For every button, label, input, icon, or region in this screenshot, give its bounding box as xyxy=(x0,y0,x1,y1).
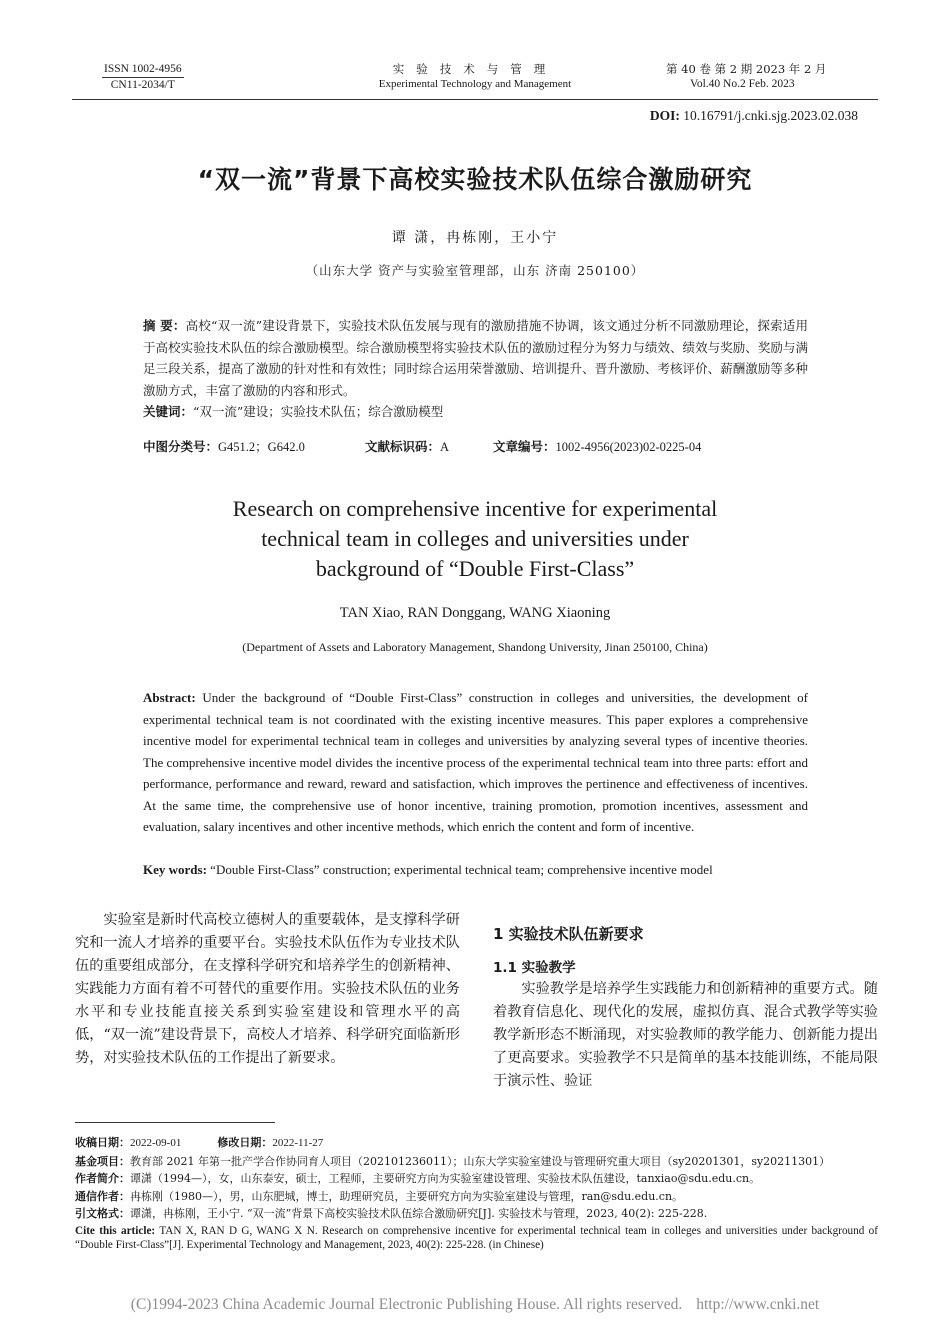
keywords-cn-text: “双一流”建设；实验技术队伍；综合激励模型 xyxy=(193,404,444,419)
doi xyxy=(650,108,858,124)
title-en xyxy=(0,494,950,584)
fund-label: 基金项目： xyxy=(75,1154,130,1168)
volume-cn: 第 40 卷 第 2 期 2023 年 2 月 xyxy=(666,62,827,76)
title-en-line: technical team in colleges and universities under xyxy=(261,526,689,551)
keywords-en xyxy=(143,859,808,881)
abstract-cn-text: 高校“双一流”建设背景下，实验技术队伍发展与现有的激励措施不协调，该文通过分析不同激励理论，探索适用于高校实验技术队伍的综合激励模型。综合激励模型将实验技术队伍的激励过程分为努力与绩效、绩效与奖励、奖励与满足三段关系，提高了激励的针对性和有效性；同时综合运用荣誉激励、培训提升、晋升激励、考核评价、薪酬激励等多种激励方式，丰富了激励的内容和形式。 xyxy=(143,318,808,398)
cite-cn-label: 引文格式： xyxy=(75,1207,130,1220)
abstract-cn xyxy=(143,315,808,401)
article-no-label: 文章编号： xyxy=(493,439,556,454)
footnote-cite-cn xyxy=(75,1205,878,1223)
watermark-copyright: (C)1994-2023 China Academic Journal Electronic Publishing House. All rights reserved. xyxy=(130,1296,683,1313)
abstract-en-label: Abstract: xyxy=(143,690,196,705)
doi-value[interactable]: 10.16791/j.cnki.sjg.2023.02.038 xyxy=(683,108,858,123)
cite-en-text: TAN X, RAN D G, WANG X N. Research on comprehensive incentive for experimental technical team in colleges and universities under background of “Double First-Class”[J]. Experimental Technology and Management, 2023, 40(2): 225-228. (in Chinese) xyxy=(75,1224,878,1251)
corresponding-text: 冉栋刚（1980—），男，山东肥城，博士，助理研究员，主要研究方向为实验室建设与管理，ran@sdu.edu.cn。 xyxy=(130,1189,684,1203)
doi-label: DOI: xyxy=(649,108,680,123)
authors-cn: 谭 潇，冉栋刚，王小宁 xyxy=(391,230,559,246)
keywords-en-text: “Double First-Class” construction; experimental technical team; comprehensive incentive model xyxy=(210,862,713,877)
received-label: 收稿日期： xyxy=(75,1136,130,1149)
abstract-en-text: Under the background of “Double First-Class” construction in colleges and universities, the development of experimental technical team is not coordinated with the existing incentive measures. This paper explores a comprehensive incentive model for experimental technical team in colleges and universities by analyzing several types of incentive theories. The comprehensive incentive model divides the incentive process of the experimental technical team into three parts: effort and performance, performance and reward, reward and satisfaction, which improves the pertinence and effectiveness of incentives. At the same time, the comprehensive use of honor incentive, training promotion, promotion incentives, assessment and evaluation, salary incentives and other incentive methods, which enrich the content and form of incentive. xyxy=(143,690,809,834)
body-paragraph-1-1: 实验教学是培养学生实践能力和创新精神的重要方式。随着教育信息化、现代化的发展，虚拟仿真、混合式教学等实验教学新形态不断涌现，对实验教师的教学能力、创新能力提出了更高要求。实验教学不只是简单的基本技能训练，不能局限于演示性、验证 xyxy=(493,981,878,1089)
article-no-group xyxy=(493,436,701,459)
article-no-value: 1002-4956(2023)02-0225-04 xyxy=(555,440,702,454)
footnote-cite-en xyxy=(75,1224,878,1252)
journal-name-cn: 实验技术与管理 xyxy=(392,62,558,76)
copyright-watermark xyxy=(0,1296,950,1314)
title-cn: “双一流”背景下高校实验技术队伍综合激励研究 xyxy=(197,165,753,194)
clc-label: 中图分类号： xyxy=(143,439,219,454)
subsection-heading-1-1: 1.1 实验教学 xyxy=(493,960,576,976)
volume-info xyxy=(666,62,826,92)
doc-code-group xyxy=(365,436,493,459)
body-intro-paragraph: 实验室是新时代高校立德树人的重要载体，是支撑科学研究和一流人才培养的重要平台。实验技术队伍作为专业技术队伍的重要组成部分，在支撑科学研究和培养学生的创新精神、实践能力方面有着不可替代的重要作用。实验技术队伍的业务水平和专业技能直接关系到实验室建设和管理水平的高低，“双一流”建设背景下，高校人才培养、科学研究面临新形势，对实验技术队伍的工作提出了新要求。 xyxy=(75,912,460,1066)
journal-name-en: Experimental Technology and Management xyxy=(378,78,572,90)
footnote-corresponding xyxy=(75,1188,878,1206)
author-text: 谭潇（1994—），女，山东泰安，硕士，工程师，主要研究方向为实验室建设管理、实验技术队伍建设，tanxiao@sdu.edu.cn。 xyxy=(130,1172,761,1185)
fund-text: 教育部 2021 年第一批产学合作协同育人项目（202101236011）；山东大学实验室建设与管理研究重大项目（sy20201301，sy20211301） xyxy=(130,1154,831,1168)
footnotes xyxy=(75,1134,878,1252)
abstract-cn-label: 摘 要： xyxy=(143,318,186,333)
clc-group xyxy=(143,436,365,459)
abstract-en xyxy=(143,687,808,838)
corresponding-label: 通信作者： xyxy=(75,1189,130,1203)
section-heading-1: 1 实验技术队伍新要求 xyxy=(493,925,644,943)
doc-code-value: A xyxy=(440,440,450,454)
watermark-url[interactable]: http://www.cnki.net xyxy=(696,1296,820,1313)
keywords-cn xyxy=(143,401,808,423)
clc-value: G451.2；G642.0 xyxy=(218,440,305,454)
running-header xyxy=(72,60,878,100)
revised-date: 2022-11-27 xyxy=(272,1137,324,1149)
affiliation-cn: （山东大学 资产与实验室管理部，山东 济南 250100） xyxy=(305,263,645,278)
cn-code: CN11-2034/T xyxy=(110,79,175,91)
body-right-column xyxy=(493,923,878,1093)
keywords-cn-label: 关键词： xyxy=(143,404,194,419)
authors-en: TAN Xiao, RAN Donggang, WANG Xiaoning xyxy=(339,605,611,621)
footnote-fund xyxy=(75,1153,878,1171)
author-label: 作者简介： xyxy=(75,1172,130,1185)
title-en-line: Research on comprehensive incentive for experimental xyxy=(232,496,718,521)
footnote-divider xyxy=(75,1122,275,1123)
footnote-dates xyxy=(75,1134,878,1153)
footnote-author xyxy=(75,1170,878,1188)
issn: ISSN 1002-4956 xyxy=(102,62,184,78)
volume-en: Vol.40 No.2 Feb. 2023 xyxy=(690,78,795,90)
cite-cn-text: 谭潇，冉栋刚，王小宁. “双一流”背景下高校实验技术队伍综合激励研究[J]. 实验技术与管理，2023, 40(2): 225-228. xyxy=(130,1207,708,1220)
classification-line xyxy=(143,436,808,459)
keywords-en-label: Key words: xyxy=(143,862,207,877)
doc-code-label: 文献标识码： xyxy=(365,439,441,454)
title-en-line: background of “Double First-Class” xyxy=(315,556,635,581)
revised-label: 修改日期： xyxy=(217,1136,273,1149)
received-date: 2022-09-01 xyxy=(130,1137,182,1149)
cite-en-label: Cite this article: xyxy=(75,1224,156,1237)
affiliation-en: (Department of Assets and Laboratory Management, Shandong University, Jinan 250100, China) xyxy=(242,640,708,654)
